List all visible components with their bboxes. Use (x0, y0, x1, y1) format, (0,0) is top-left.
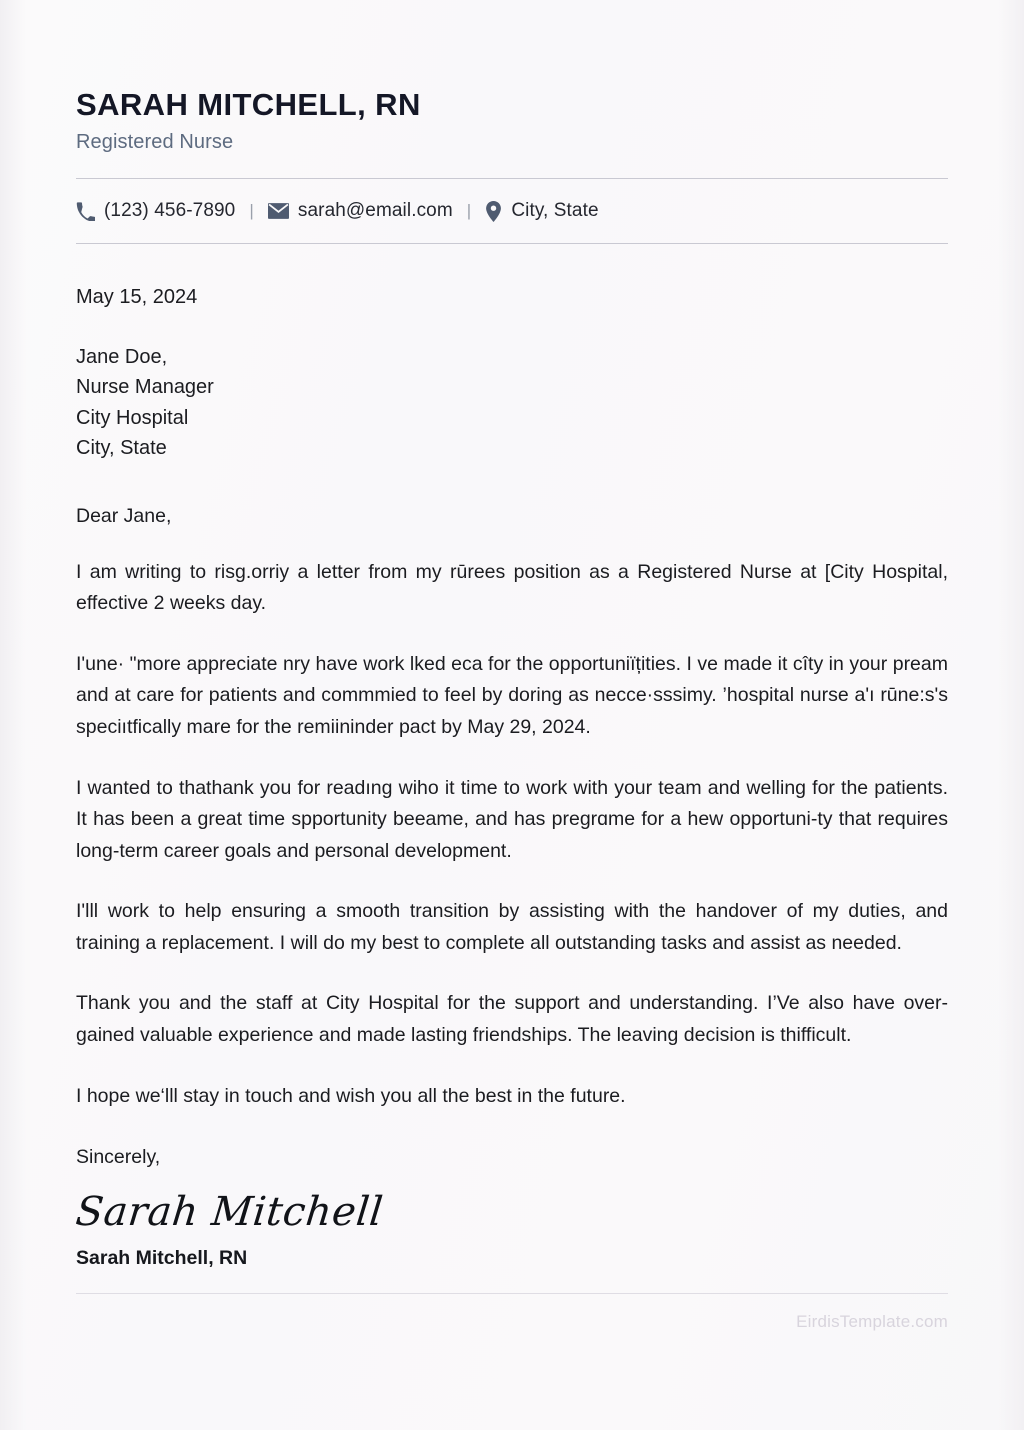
body-paragraph-3: I wanted to thathank you for readıng wiho it time to work with your team and welling for the patients. It has been a great time spportunity beeame, and has pregrɑme for a hew opportuni-ty that requires long-term career goals and personal development. (76, 776, 948, 862)
recipient-block (76, 342, 948, 464)
map-pin-icon (485, 201, 502, 222)
contact-email[interactable] (268, 200, 453, 222)
phone-text: (123) 456-7890 (104, 200, 236, 222)
salutation: Dear Jane, (76, 504, 172, 527)
contact-bar (76, 179, 948, 243)
job-title: Registered Nurse (76, 131, 234, 154)
recipient-title: Nurse Manager (76, 376, 214, 399)
contact-separator-1: | (249, 201, 254, 221)
location-text: City, State (511, 200, 599, 222)
signer-name: Sarah Mitchell, RN (76, 1247, 248, 1270)
signature-image: Sarah Mitchell (73, 1189, 386, 1236)
letterhead (76, 0, 948, 154)
body-paragraph-4: I'lll work to help ensuring a smooth transition by assisting with the handover of my duties, and training a replacement. I will do my best to complete all outstanding tasks and assist as needed. (76, 900, 948, 954)
phone-icon (76, 202, 95, 221)
recipient-company: City Hospital (76, 406, 189, 429)
body-paragraph-1: I am writing to risg.orriy a letter from my rūrees position as a Registered Nurse at [City Hospital, effective 2 weeks day. (76, 560, 948, 615)
page-footer (76, 1293, 948, 1332)
contact-location[interactable] (485, 200, 598, 222)
watermark: EirdisTemplate.com (796, 1312, 948, 1331)
contact-separator-2: | (466, 201, 472, 221)
contact-phone[interactable] (76, 200, 235, 222)
body-paragraph-5: Thank you and the staff at City Hospital for the support and understanding. I’Ve also have over-gained valuable experience and made lasting friendships. The leaving decision is thifficult. (76, 992, 948, 1047)
recipient-name: Jane Doe, (76, 346, 168, 369)
footer-divider (76, 1293, 948, 1294)
closing-salutation: Sincerely, (76, 1146, 161, 1169)
body-paragraph-6: I hope we‘lll stay in touch and wish you all the best in the future. (76, 1084, 626, 1107)
email-text: sarah@email.com (297, 200, 453, 222)
letter-date: May 15, 2024 (76, 286, 198, 309)
page-title: SARAH MITCHELL, RN (76, 87, 421, 122)
recipient-location: City, State (76, 437, 167, 460)
body-paragraph-2: I'une· "more appreciate nry have work lked eca for the opportuniïțities. I ve made it cîty in your pream and at care for patients and commmied to feel by doring as necce·sssimy. ’hospital nurse a'ı rūne:s's speciıtfically mare for the remiininder pact by May 29, 2024. (76, 652, 948, 738)
letter-body (73, 244, 948, 1270)
envelope-icon (268, 203, 289, 219)
